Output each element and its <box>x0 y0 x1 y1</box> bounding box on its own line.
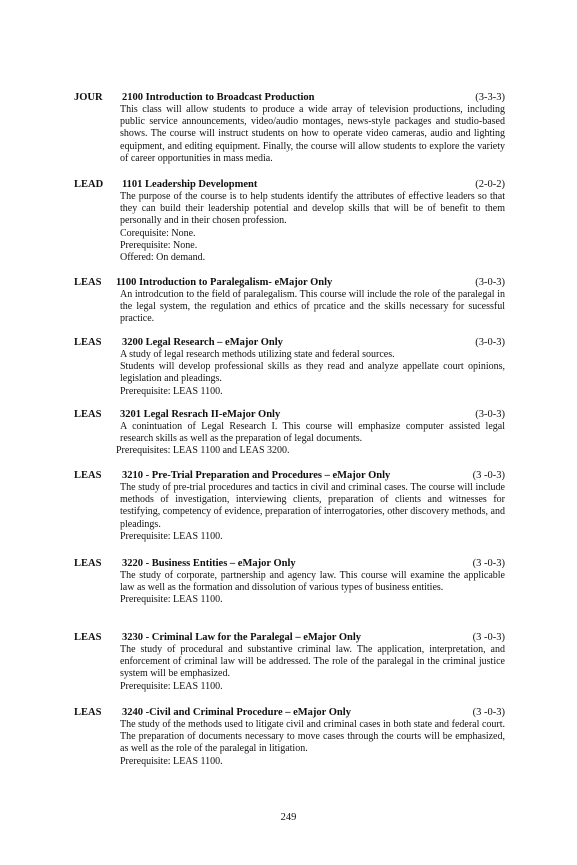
course-subject: LEAS <box>74 277 102 288</box>
course-description <box>120 644 505 693</box>
course-title: 3201 Legal Resrach II-eMajor Only <box>120 409 281 420</box>
course-title: 2100 Introduction to Broadcast Production <box>122 92 315 103</box>
corequisite-note: Corequisite: None. <box>120 227 196 239</box>
description-paragraph: This class will allow students to produce a wide array of television productions, including public service announcements, video/audio montages, news-style packages and studio-based shows. The course will instruct students on how to operate video cameras, audio and lighting equipment, and editing equipment. Finally, the course will allow students to explore the variety of career opportunities in mass media. <box>120 104 505 164</box>
course-subject: LEAS <box>74 470 102 481</box>
course-title: 3210 - Pre-Trial Preparation and Procedures – eMajor Only <box>122 470 391 481</box>
prerequisite-note: Prerequisite: LEAS 1100. <box>120 594 223 606</box>
course-subject: LEAS <box>74 337 102 348</box>
course-title: 1100 Introduction to Paralegalism- eMajor Only <box>116 277 333 288</box>
course-subject: LEAS <box>74 558 102 569</box>
description-paragraph: The purpose of the course is to help students identify the attributes of effective leaders so that they can build their leadership potential and develop skills that will be of benefit to them personally and in their chosen profession. <box>120 191 505 227</box>
course-credits: (3-0-3) <box>475 337 505 348</box>
prerequisite-note: Prerequisite: LEAS 1100. <box>120 680 223 692</box>
course-description <box>120 719 505 768</box>
description-paragraph: The study of pre-trial procedures and tactics in civil and criminal cases. The course will include methods of investigation, interviewing clients, preparation of clients and witnesses for testifying, competency of evidence, preparation of interrogatories, other discovery methods, and pleadings. <box>120 482 505 530</box>
description-paragraph: A study of legal research methods utilizing state and federal sources. <box>120 349 395 360</box>
page-number: 249 <box>280 812 297 823</box>
course-credits: (2-0-2) <box>475 179 505 190</box>
description-paragraph: An introdcution to the field of paralegalism. This course will include the role of the paralegal in the legal system, the regulation and ethics of prcatice and the skills necessary for sucessful practice. <box>120 289 505 325</box>
course-subject: LEAS <box>74 409 102 420</box>
description-paragraph: The study of procedural and substantive criminal law. The application, interpretation, and enforcement of criminal law will be addressed. The role of the paralegal in the criminal justice system will be emphasized. <box>120 644 505 680</box>
course-description <box>120 482 505 543</box>
course-credits: (3-3-3) <box>475 92 505 103</box>
description-paragraph: The study of corporate, partnership and agency law. This course will examine the applicable law as well as the formation and dissolution of various types of business entities. <box>120 570 505 594</box>
course-title: 3230 - Criminal Law for the Paralegal – eMajor Only <box>122 632 362 643</box>
description-paragraph: A conintuation of Legal Research I. This course will emphasize computer assisted legal research skills as well as the preparation of legal documents. <box>120 421 505 445</box>
course-credits: (3 -0-3) <box>472 632 505 643</box>
prerequisite-note: Prerequisite: LEAS 1100. <box>120 755 223 767</box>
prerequisite-note: Prerequisite: LEAS 1100. <box>120 530 223 542</box>
course-credits: (3-0-3) <box>475 409 505 420</box>
course-description <box>120 349 505 398</box>
description-paragraph: Students will develop professional skills as they read and analyze appellate court opinions, legislation and pleadings. <box>120 361 505 385</box>
course-description <box>120 191 505 264</box>
course-subject: LEAS <box>74 707 102 718</box>
offered-note: Offered: On demand. <box>120 252 206 264</box>
course-subject: LEAD <box>74 179 104 190</box>
course-credits: (3 -0-3) <box>472 707 505 718</box>
course-title: 3220 - Business Entities – eMajor Only <box>122 558 296 569</box>
prerequisite-note: Prerequisites: LEAS 1100 and LEAS 3200. <box>116 445 290 457</box>
course-title: 1101 Leadership Development <box>122 179 258 190</box>
description-paragraph: The study of the methods used to litigate civil and criminal cases in both state and federal court. The preparation of documents necessary to move cases through the courts will be emphasized, as well as the role of the paralegal in litigation. <box>120 719 505 755</box>
course-credits: (3 -0-3) <box>472 470 505 481</box>
course-subject: JOUR <box>74 92 103 103</box>
course-description <box>116 421 505 458</box>
course-title: 3240 -Civil and Criminal Procedure – eMajor Only <box>122 707 351 718</box>
course-credits: (3 -0-3) <box>472 558 505 569</box>
course-title: 3200 Legal Research – eMajor Only <box>122 337 283 348</box>
course-description <box>120 289 505 326</box>
prerequisite-note: Prerequisite: None. <box>120 239 198 251</box>
prerequisite-note: Prerequisite: LEAS 1100. <box>120 385 223 397</box>
course-description <box>120 104 505 165</box>
course-subject: LEAS <box>74 632 102 643</box>
course-description <box>120 570 505 607</box>
course-credits: (3-0-3) <box>475 277 505 288</box>
